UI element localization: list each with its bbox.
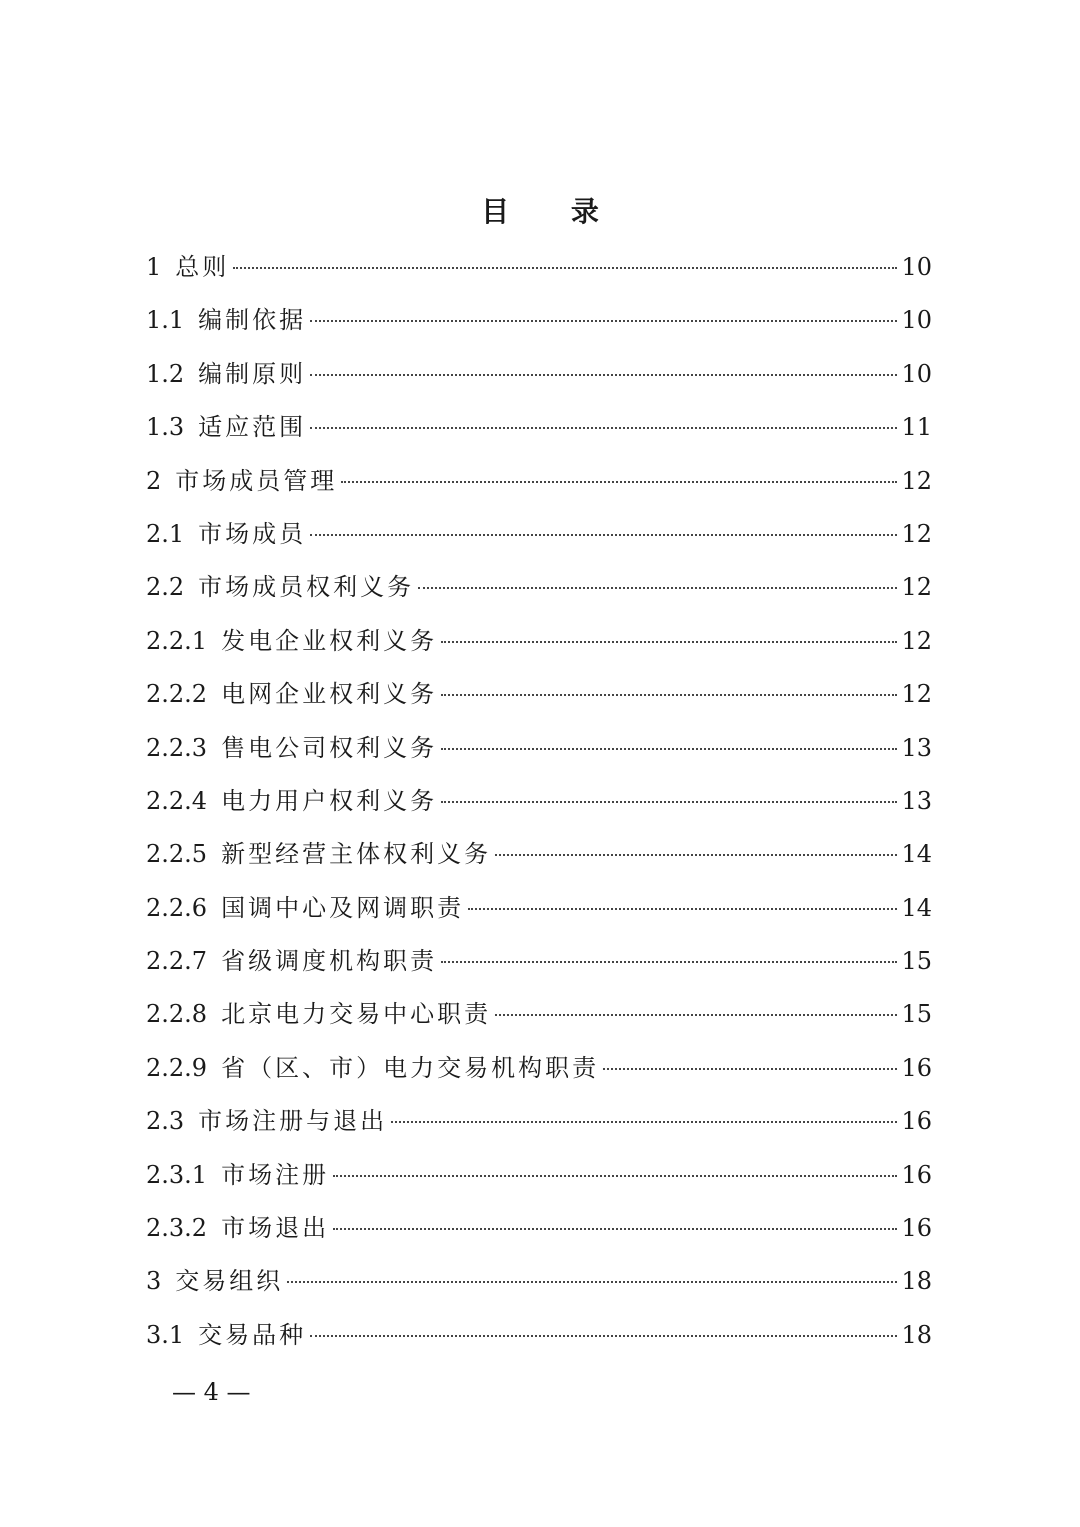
toc-entry-page: 13	[901, 733, 932, 762]
toc-dot-leader	[310, 534, 897, 536]
toc-entry-number: 1.3	[146, 413, 185, 442]
toc-entry-number: 2.2.7	[146, 947, 208, 976]
toc-entry[interactable]	[146, 886, 932, 939]
toc-dot-leader	[603, 1068, 897, 1070]
toc-entry-number: 2.2.6	[146, 893, 208, 922]
toc-entry-number: 2.2.3	[146, 733, 208, 762]
toc-entry-page: 10	[901, 359, 932, 388]
toc-entry-number: 2.2.1	[146, 626, 208, 655]
toc-entry-number: 2.2	[146, 573, 185, 602]
toc-entry-title: 总则	[175, 253, 230, 281]
toc-entry-title: 电力用户权利义务	[221, 786, 438, 815]
toc-entry-page: 12	[901, 626, 932, 655]
toc-entry-page: 12	[901, 519, 932, 548]
toc-dot-leader	[441, 641, 897, 643]
toc-entry-number: 2.2.8	[146, 1000, 208, 1029]
toc-entry[interactable]	[146, 352, 932, 405]
toc-entry-title: 市场注册	[221, 1160, 330, 1189]
toc-entry-page: 11	[901, 413, 932, 442]
toc-dot-leader	[333, 1228, 897, 1230]
page-number: — 4 —	[172, 1378, 251, 1406]
toc-entry-title: 售电公司权利义务	[221, 733, 438, 762]
toc-dot-leader	[495, 854, 897, 856]
toc-entry-title: 国调中心及网调职责	[221, 893, 465, 922]
toc-entry-page: 12	[901, 680, 932, 709]
toc-entry-number: 1.2	[146, 359, 185, 388]
toc-entry-page: 16	[901, 1214, 932, 1243]
toc-entry[interactable]	[146, 405, 932, 458]
toc-entry-page: 12	[901, 466, 932, 495]
toc-entry[interactable]	[146, 726, 932, 779]
toc-entry-number: 2	[146, 466, 162, 495]
toc-entry-number: 2.2.9	[146, 1053, 208, 1082]
toc-entry-number: 2.1	[146, 519, 185, 548]
toc-entry-page: 10	[901, 253, 932, 281]
toc-entry-title: 编制依据	[198, 306, 307, 335]
toc-entry-number: 1	[146, 253, 162, 281]
toc-entry[interactable]	[146, 619, 932, 672]
toc-dot-leader	[310, 427, 897, 429]
toc-dot-leader	[233, 267, 897, 269]
toc-entry[interactable]	[146, 672, 932, 725]
toc-entry-page: 13	[901, 786, 932, 815]
toc-entry-number: 3	[146, 1267, 162, 1296]
toc-entry-number: 2.3.1	[146, 1160, 208, 1189]
toc-entry-number: 1.1	[146, 306, 185, 335]
toc-entry[interactable]	[146, 1206, 932, 1259]
toc-entry-page: 16	[901, 1053, 932, 1082]
toc-dot-leader	[287, 1281, 897, 1283]
toc-entry-title: 市场成员管理	[175, 466, 338, 495]
toc-entry[interactable]	[146, 779, 932, 832]
toc-entry[interactable]	[146, 832, 932, 885]
toc-entry-title: 市场成员权利义务	[198, 573, 415, 602]
toc-entry-page: 12	[901, 573, 932, 602]
toc-entry-title: 编制原则	[198, 359, 307, 388]
toc-entry[interactable]	[146, 1313, 932, 1366]
toc-entry-number: 2.2.4	[146, 786, 208, 815]
toc-entry-page: 15	[901, 1000, 932, 1029]
toc-dot-leader	[310, 1335, 897, 1337]
toc-entry-page: 10	[901, 306, 932, 335]
toc-dot-leader	[441, 748, 897, 750]
toc-dot-leader	[341, 481, 897, 483]
toc-dot-leader	[495, 1014, 897, 1016]
toc-entry-title: 北京电力交易中心职责	[221, 1000, 492, 1029]
toc-entry[interactable]	[146, 992, 932, 1045]
toc-entry[interactable]	[146, 565, 932, 618]
toc-entry-page: 15	[901, 947, 932, 976]
toc-entry-title: 适应范围	[198, 413, 307, 442]
toc-entry-title: 发电企业权利义务	[221, 626, 438, 655]
toc-dot-leader	[310, 374, 897, 376]
toc-entry-title: 市场注册与退出	[198, 1107, 388, 1136]
toc-entry-number: 2.3	[146, 1107, 185, 1136]
toc-entry-title: 省（区、市）电力交易机构职责	[221, 1053, 600, 1082]
toc-entry[interactable]	[146, 512, 932, 565]
toc-entry-page: 14	[901, 893, 932, 922]
toc-entry-page: 16	[901, 1160, 932, 1189]
toc-entry-title: 电网企业权利义务	[221, 680, 438, 709]
toc-dot-leader	[441, 694, 897, 696]
toc-entry-page: 18	[901, 1267, 932, 1296]
toc-entry-title: 新型经营主体权利义务	[221, 840, 492, 869]
toc-entry-number: 3.1	[146, 1320, 185, 1349]
toc-title: 目 录	[481, 195, 625, 228]
toc-entry[interactable]	[146, 298, 932, 351]
toc-entry[interactable]	[146, 1259, 932, 1312]
toc-dot-leader	[468, 908, 897, 910]
toc-entry-title: 省级调度机构职责	[221, 947, 438, 976]
toc-entry-page: 18	[901, 1320, 932, 1349]
toc-dot-leader	[391, 1121, 897, 1123]
toc-entry[interactable]	[146, 245, 932, 298]
toc-entry-number: 2.2.2	[146, 680, 208, 709]
toc-entry-number: 2.2.5	[146, 840, 208, 869]
toc-entry[interactable]	[146, 459, 932, 512]
toc-entry-page: 16	[901, 1107, 932, 1136]
toc-entry[interactable]	[146, 939, 932, 992]
toc-dot-leader	[418, 587, 897, 589]
toc-entry-title: 市场成员	[198, 519, 307, 548]
toc-entry[interactable]	[146, 1046, 932, 1099]
toc-dot-leader	[441, 801, 897, 803]
toc-entry-page: 14	[901, 840, 932, 869]
toc-dot-leader	[333, 1175, 897, 1177]
toc-entry-title: 市场退出	[221, 1214, 330, 1243]
toc-entry-title: 交易组织	[175, 1267, 284, 1296]
toc-entry[interactable]	[146, 1153, 932, 1206]
toc-dot-leader	[441, 961, 897, 963]
toc-entry-number: 2.3.2	[146, 1214, 208, 1243]
toc-entry-title: 交易品种	[198, 1320, 307, 1349]
toc-dot-leader	[310, 320, 897, 322]
toc-list	[146, 245, 932, 1366]
toc-entry[interactable]	[146, 1099, 932, 1152]
